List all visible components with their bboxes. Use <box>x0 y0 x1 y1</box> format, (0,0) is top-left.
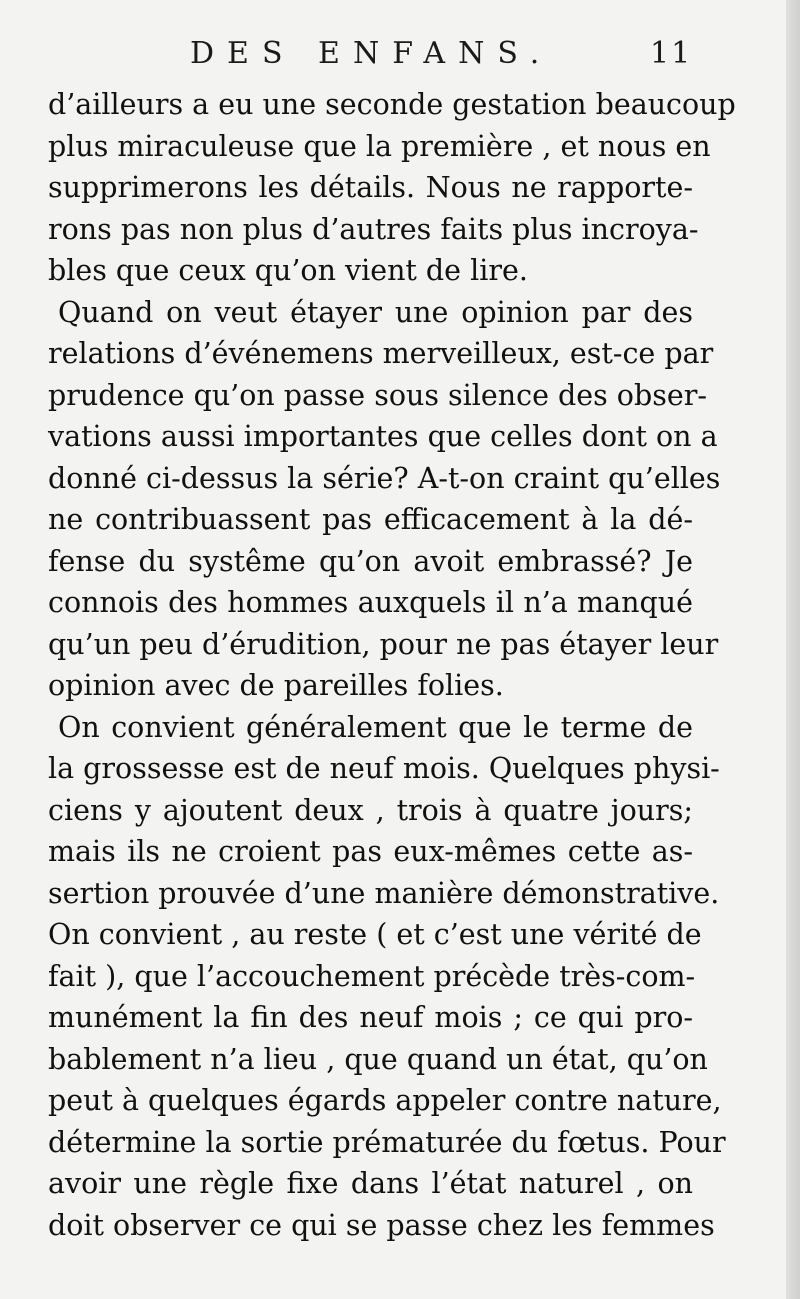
paragraph-3 <box>48 707 726 1247</box>
paragraph-1 <box>48 84 736 292</box>
text-line: ne contribuassent pas efficacement à la dé- <box>48 503 693 536</box>
text-line: avoir une règle fixe dans l’état naturel , on <box>48 1167 693 1200</box>
text-line: vations aussi importantes que celles dont on a <box>48 420 718 453</box>
text-line: détermine la sortie prématurée du fœtus. Pour <box>48 1125 726 1159</box>
text-line: supprimerons les détails. Nous ne rapporte- <box>48 171 693 204</box>
text-line: fait ), que l’accouchement précède très-com- <box>48 959 696 993</box>
text-line: bles que ceux qu’on vient de lire. <box>48 254 528 287</box>
page-header <box>0 32 800 92</box>
text-line: d’ailleurs a eu une seconde gestation beaucoup <box>48 88 736 121</box>
text-line: On convient généralement que le terme de <box>58 710 693 744</box>
text-line: On convient , au reste ( et c’est une vérité de <box>48 918 702 951</box>
text-line: rons pas non plus d’autres faits plus incroya- <box>48 212 699 246</box>
text-line: munément la fin des neuf mois ; ce qui pro- <box>48 1001 693 1034</box>
body-text <box>48 84 736 1246</box>
text-line: ciens y ajoutent deux , trois à quatre jours; <box>48 793 693 827</box>
text-line: doit observer ce qui se passe chez les femmes <box>48 1208 715 1242</box>
page-edge <box>786 0 800 1299</box>
text-line: donné ci-dessus la série? A-t-on craint qu’elles <box>48 461 721 495</box>
text-line: relations d’événemens merveilleux, est-ce par <box>48 337 714 370</box>
text-line: plus miraculeuse que la première , et nous en <box>48 129 711 163</box>
text-line: connois des hommes auxquels il n’a manqué <box>48 586 693 619</box>
text-line: fense du systême qu’on avoit embrassé? Je <box>48 544 693 578</box>
text-line: Quand on veut étayer une opinion par des <box>58 295 693 329</box>
text-line: opinion avec de pareilles folies. <box>48 669 504 702</box>
text-line: sertion prouvée d’une manière démonstrative. <box>48 876 720 910</box>
paragraph-2 <box>48 292 721 707</box>
text-line: bablement n’a lieu , que quand un état, qu’on <box>48 1042 708 1076</box>
text-line: mais ils ne croient pas eux-mêmes cette as- <box>48 835 693 868</box>
text-line: prudence qu’on passe sous silence des obser- <box>48 378 707 412</box>
text-line: peut à quelques égards appeler contre nature, <box>48 1084 722 1117</box>
text-line: la grossesse est de neuf mois. Quelques physi- <box>48 752 720 785</box>
running-title: DES ENFANS. <box>190 36 553 71</box>
text-line: qu’un peu d’érudition, pour ne pas étayer leur <box>48 627 719 661</box>
page-number: 11 <box>650 36 693 71</box>
